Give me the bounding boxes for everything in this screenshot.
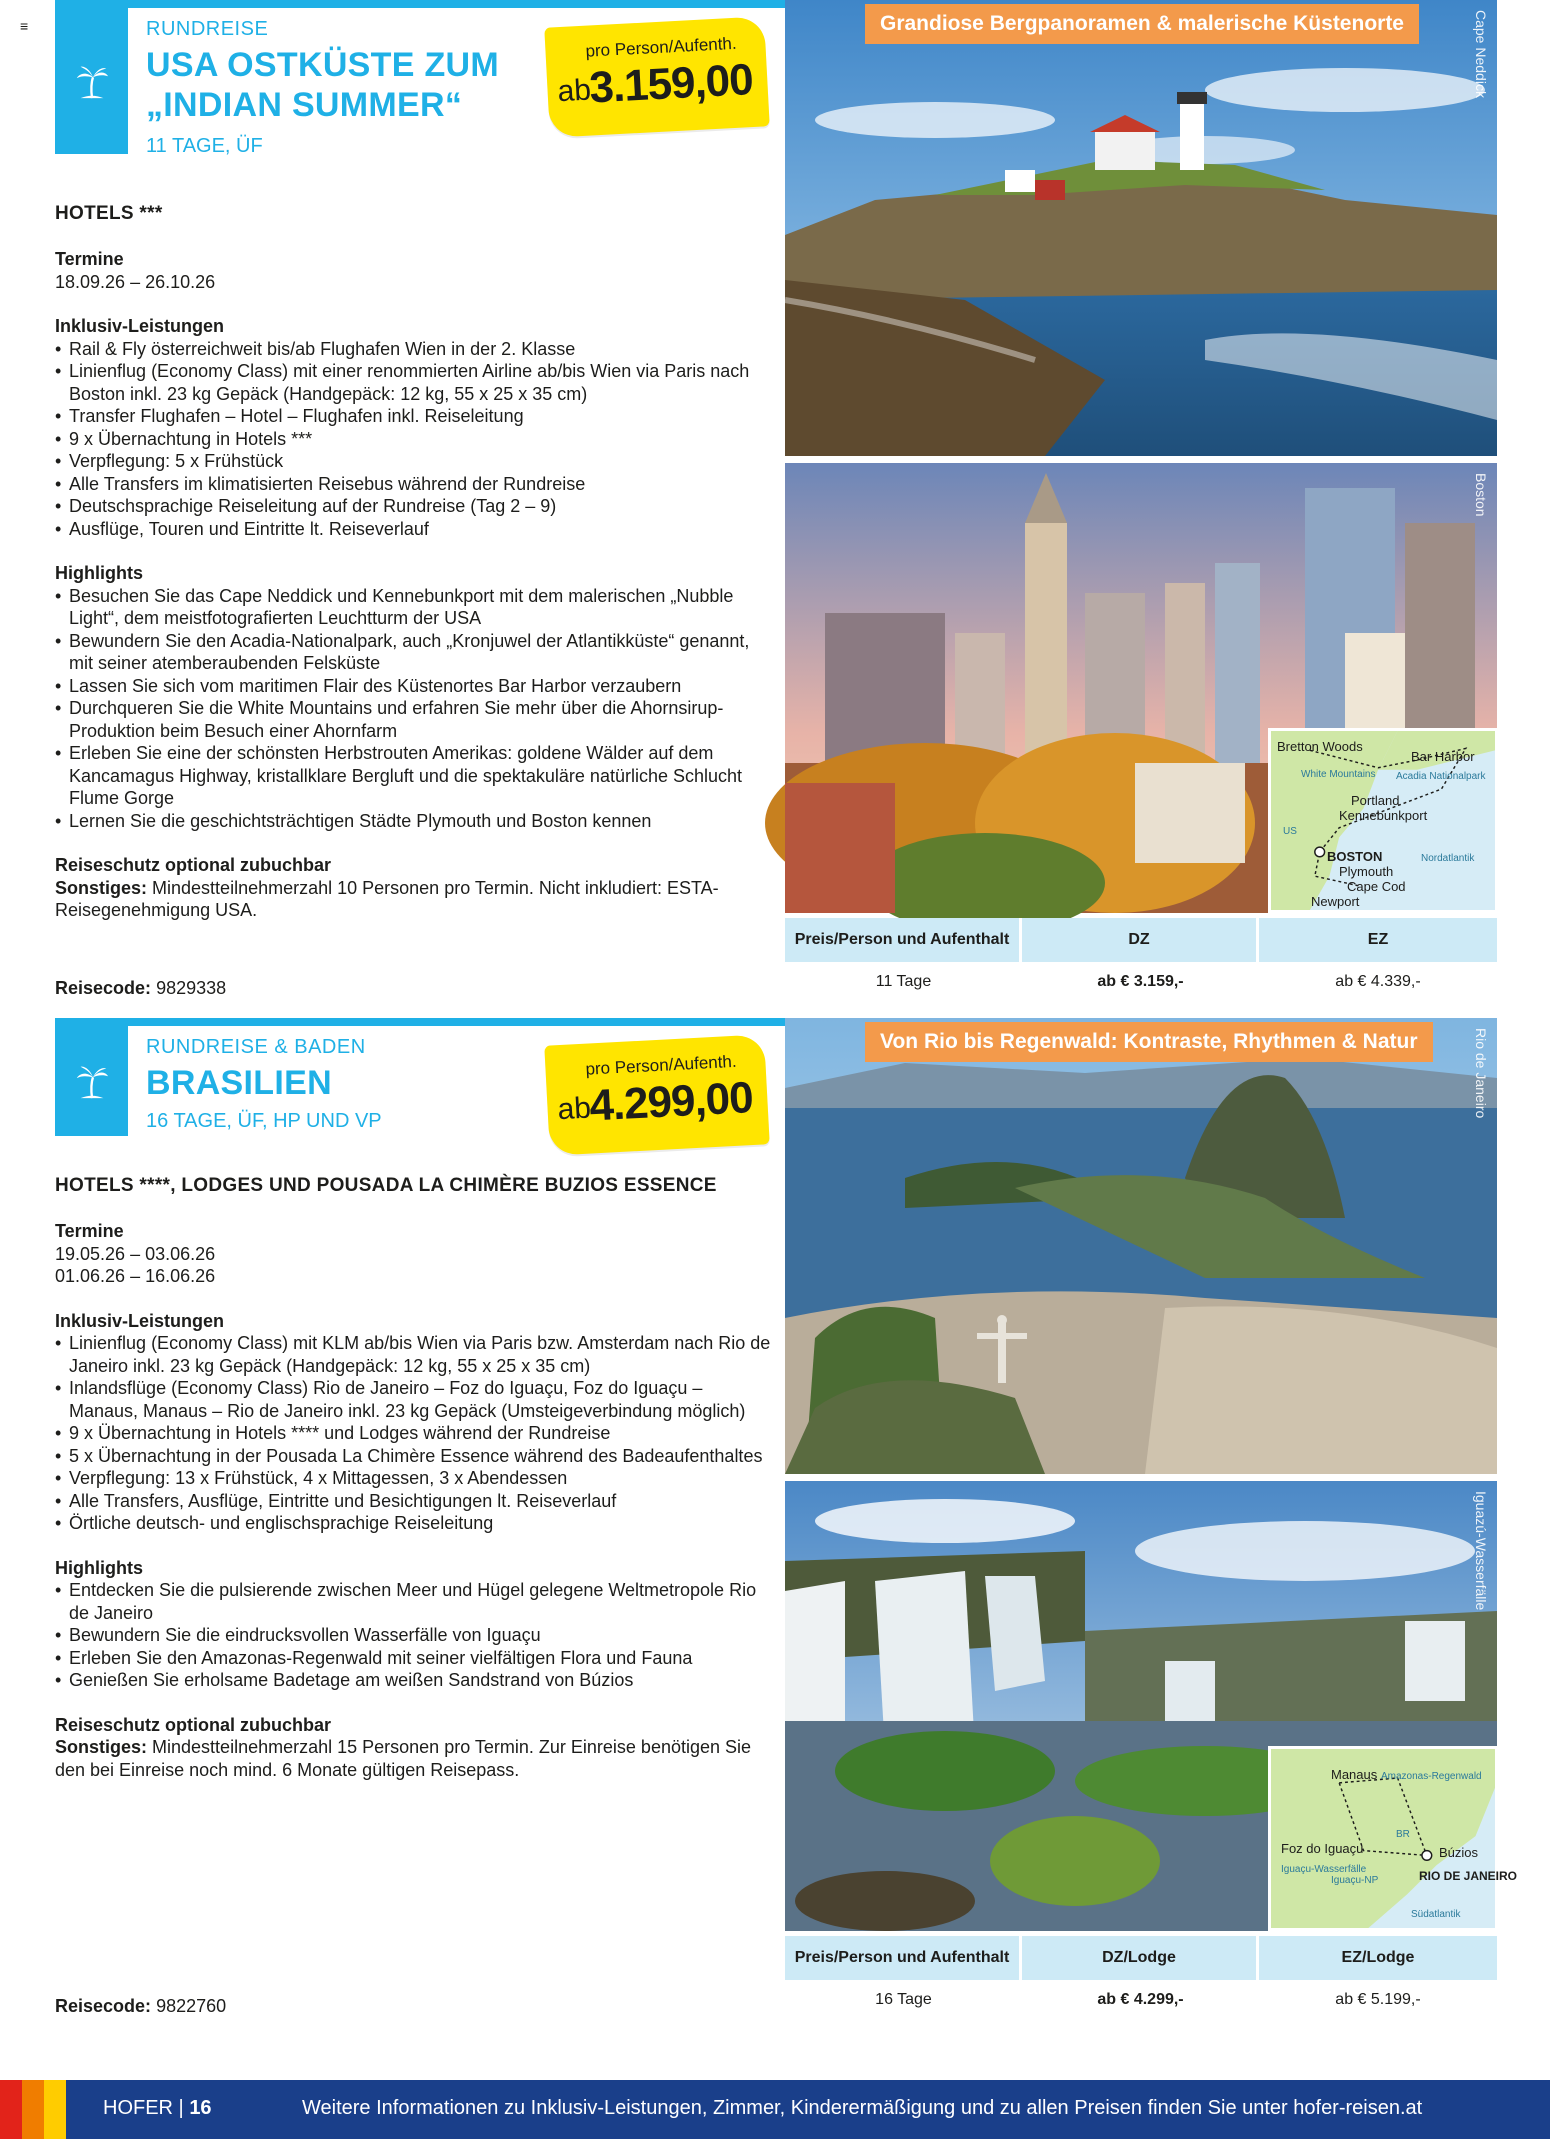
highlights-list xyxy=(55,1579,775,1692)
sonstiges-text: Mindestteilnehmerzahl 15 Personen pro Termin. Zur Einreise benötigen Sie den bei Einreise noch mind. 6 Monate gültigen Reisepass. xyxy=(55,1737,752,1780)
list-item: • Alle Transfers, Ausflüge, Eintritte und Besichtigungen lt. Reiseverlauf xyxy=(55,1490,775,1513)
termine-list xyxy=(55,271,775,294)
map-label: BR xyxy=(1396,1829,1410,1840)
offer-banner: Grandiose Bergpanoramen & malerische Küstenorte xyxy=(865,4,1419,44)
list-item: • Besuchen Sie das Cape Neddick und Kennebunkport mit dem malerischen „Nubble Light“, dem meistfotografierten Leuchtturm der USA xyxy=(55,585,775,630)
highlights-list xyxy=(55,585,775,833)
hotels-heading: HOTELS ****, LODGES UND POUSADA LA CHIMÈRE BUZIOS ESSENCE xyxy=(55,1175,717,1196)
list-item: • 9 x Übernachtung in Hotels *** xyxy=(55,428,775,451)
offer-banner: Von Rio bis Regenwald: Kontraste, Rhythmen & Natur xyxy=(865,1022,1433,1062)
inklusiv-title: Inklusiv-Leistungen xyxy=(55,316,225,336)
offer-kicker: RUNDREISE xyxy=(146,18,269,40)
map-label: BOSTON xyxy=(1327,849,1383,864)
page-number: 16 xyxy=(189,2097,212,2119)
sonstiges-note xyxy=(55,877,775,922)
footer-stripe xyxy=(22,2080,44,2139)
table-header: Preis/Person und Aufenthalt xyxy=(785,918,1022,962)
price-value: 4.299,00 xyxy=(588,1073,754,1131)
table-header: DZ/Lodge xyxy=(1022,1936,1259,1980)
termin-date: 01.06.26 – 16.06.26 xyxy=(55,1266,216,1286)
offer-details xyxy=(55,1220,775,1803)
photo-cape-neddick xyxy=(785,0,1497,456)
price-prefix: ab xyxy=(556,73,592,109)
hotels-heading: HOTELS *** xyxy=(55,203,163,224)
sonstiges-label: Sonstiges: xyxy=(55,1737,148,1757)
reisecode-label: Reisecode: xyxy=(55,978,152,998)
table-cell: ab € 3.159,- xyxy=(1097,973,1184,990)
list-item: • Alle Transfers im klimatisierten Reisebus während der Rundreise xyxy=(55,473,775,496)
price-label: pro Person/Aufenth. xyxy=(585,1051,738,1079)
price-tag xyxy=(544,1034,769,1155)
list-item: • 5 x Übernachtung in der Pousada La Chimère Essence während des Badeaufenthaltes xyxy=(55,1445,775,1468)
map-label: Newport xyxy=(1311,894,1360,909)
table-cell: 11 Tage xyxy=(875,973,932,990)
footer-stripe xyxy=(0,2080,22,2139)
price-label: pro Person/Aufenth. xyxy=(585,33,738,61)
table-row xyxy=(785,962,1497,1002)
highlights-title: Highlights xyxy=(55,1557,143,1578)
map-label: White Mountains xyxy=(1301,769,1376,780)
photo-caption: Rio de Janeiro xyxy=(1473,1028,1489,1119)
list-item: • Ausflüge, Touren und Eintritte lt. Reiseverlauf xyxy=(55,518,775,541)
termin-date: 19.05.26 – 03.06.26 xyxy=(55,1243,216,1264)
list-item: • Genießen Sie erholsame Badetage am weißen Sandstrand von Búzios xyxy=(55,1669,775,1692)
reisecode-value: 9829338 xyxy=(156,978,227,998)
footer-stripe xyxy=(44,2080,66,2139)
list-item: • Bewundern Sie den Acadia-Nationalpark, auch „Kronjuwel der Atlantikküste“ genannt, mit seiner atemberaubenden Felsküste xyxy=(55,630,775,675)
map-label: Amazonas-Regenwald xyxy=(1381,1771,1482,1782)
reiseschutz-note: Reiseschutz optional zubuchbar xyxy=(55,1714,332,1735)
list-item: • Transfer Flughafen – Hotel – Flughafen inkl. Reiseleitung xyxy=(55,405,775,428)
list-item: • Inlandsflüge (Economy Class) Rio de Janeiro – Foz do Iguaçu, Foz do Iguaçu – Manaus, Manaus – Rio de Janeiro inkl. 23 kg Gepäck (Umsteigeverbindung möglich) xyxy=(55,1377,775,1422)
inklusiv-list xyxy=(55,338,775,541)
sonstiges-text: Mindestteilnehmerzahl 10 Personen pro Termin. Nicht inkludiert: ESTA-Reisegenehmigung USA. xyxy=(55,877,719,920)
list-item: • Verpflegung: 13 x Frühstück, 4 x Mittagessen, 3 x Abendessen xyxy=(55,1467,775,1490)
map-label: Portland xyxy=(1351,793,1400,808)
table-header: DZ xyxy=(1022,918,1259,962)
termine-list xyxy=(55,1243,775,1288)
termin-date: 18.09.26 – 26.10.26 xyxy=(55,271,216,292)
offer-details xyxy=(55,248,775,944)
list-item: • Deutschsprachige Reiseleitung auf der Rundreise (Tag 2 – 9) xyxy=(55,495,775,518)
table-header: EZ xyxy=(1259,918,1497,962)
price-tag xyxy=(544,16,769,137)
list-item: • Lernen Sie die geschichtsträchtigen Städte Plymouth und Boston kennen xyxy=(55,810,775,833)
table-cell: 16 Tage xyxy=(875,1991,932,2008)
map-label: Iguaçu-NP xyxy=(1331,1875,1379,1886)
offer-subtitle: 16 TAGE, ÜF, HP UND VP xyxy=(146,1110,382,1132)
reisecode-value: 9822760 xyxy=(156,1996,227,2016)
table-header: EZ/Lodge xyxy=(1259,1936,1497,1980)
table-cell: ab € 4.299,- xyxy=(1097,1991,1184,2008)
reisecode-label: Reisecode: xyxy=(55,1996,152,2016)
menu-icon[interactable]: ≡ xyxy=(20,18,29,34)
map-label: Iguaçu-Wasserfälle xyxy=(1281,1864,1367,1875)
table-row xyxy=(785,1980,1497,2020)
termine-title: Termine xyxy=(55,249,124,269)
list-item: • Bewundern Sie die eindrucksvollen Wasserfälle von Iguaçu xyxy=(55,1624,775,1647)
photo-caption: Iguazú-Wasserfälle xyxy=(1473,1491,1489,1611)
price-table xyxy=(785,1936,1497,2020)
photo-caption: Boston xyxy=(1473,473,1489,517)
map-label: Manaus xyxy=(1331,1767,1378,1782)
table-header: Preis/Person und Aufenthalt xyxy=(785,1936,1022,1980)
map-label: US xyxy=(1283,826,1297,837)
list-item: • Entdecken Sie die pulsierende zwischen Meer und Hügel gelegene Weltmetropole Rio de Janeiro xyxy=(55,1579,775,1624)
inklusiv-title: Inklusiv-Leistungen xyxy=(55,1310,225,1331)
termine-title: Termine xyxy=(55,1221,124,1241)
reisecode xyxy=(55,1996,226,2017)
title-line-1: USA OSTKÜSTE ZUM xyxy=(146,46,499,84)
map-label: Foz do Iguaçu xyxy=(1281,1841,1364,1856)
photo-rio xyxy=(785,1018,1497,1474)
list-item: • Verpflegung: 5 x Frühstück xyxy=(55,450,775,473)
sonstiges-label: Sonstiges: xyxy=(55,877,148,898)
table-cell: ab € 4.339,- xyxy=(1335,973,1421,990)
map-label: Búzios xyxy=(1439,1845,1479,1860)
offer-brasilien xyxy=(0,1018,1550,2028)
list-item: • Rail & Fly österreichweit bis/ab Flughafen Wien in der 2. Klasse xyxy=(55,338,775,361)
map-label: Cape Cod xyxy=(1347,879,1406,894)
map-label: Südatlantik xyxy=(1411,1909,1461,1920)
inklusiv-list xyxy=(55,1332,775,1535)
map-label: RIO DE JANEIRO xyxy=(1419,1869,1518,1883)
footer-info[interactable]: Weitere Informationen zu Inklusiv-Leistungen, Zimmer, Kinderermäßigung und zu allen Preisen finden Sie unter hofer-reisen.at xyxy=(302,2097,1423,2119)
price-table xyxy=(785,918,1497,1002)
map-label: Acadia Nationalpark xyxy=(1396,771,1486,782)
list-item: • Linienflug (Economy Class) mit einer renommierten Airline ab/bis Wien via Paris nach Boston inkl. 23 kg Gepäck (Handgepäck: 12 kg, 55 x 25 x 35 cm) xyxy=(55,360,775,405)
price-prefix: ab xyxy=(556,1091,592,1127)
reisecode xyxy=(55,978,226,999)
photo-caption: Cape Neddick xyxy=(1473,10,1489,98)
page-footer xyxy=(0,2080,1550,2139)
offer-usa xyxy=(0,0,1550,1010)
brand-name: HOFER xyxy=(103,2097,173,2119)
highlights-title: Highlights xyxy=(55,563,143,583)
palm-icon xyxy=(55,1026,128,1136)
title-line-2: „INDIAN SUMMER“ xyxy=(146,86,463,124)
list-item: • Erleben Sie eine der schönsten Herbstrouten Amerikas: goldene Wälder auf dem Kancamagus Highway, kristallklare Bergluft und die spektakuläre natürliche Schlucht Flume Gorge xyxy=(55,742,775,810)
list-item: • Lassen Sie sich vom maritimen Flair des Küstenortes Bar Harbor verzaubern xyxy=(55,675,775,698)
palm-icon xyxy=(55,8,128,154)
list-item: • Durchqueren Sie die White Mountains und erfahren Sie mehr über die Ahornsirup-Produktion beim Besuch einer Ahornfarm xyxy=(55,697,775,742)
price-value: 3.159,00 xyxy=(588,55,754,113)
map-label: Plymouth xyxy=(1339,864,1394,879)
route-map-usa xyxy=(1268,728,1498,913)
list-item: • Erleben Sie den Amazonas-Regenwald mit seiner vielfältigen Flora und Fauna xyxy=(55,1647,775,1670)
sonstiges-note xyxy=(55,1736,775,1781)
table-cell: ab € 5.199,- xyxy=(1335,1991,1421,2008)
offer-title xyxy=(146,45,499,125)
map-label: Kennebunkport xyxy=(1339,808,1428,823)
route-map-brasil xyxy=(1268,1746,1518,1931)
list-item: • Linienflug (Economy Class) mit KLM ab/bis Wien via Paris bzw. Amsterdam nach Rio de Janeiro inkl. 23 kg Gepäck (Handgepäck: 12 kg, 55 x 25 x 35 cm) xyxy=(55,1332,775,1377)
title-line-1: BRASILIEN xyxy=(146,1064,332,1102)
list-item: • Örtliche deutsch- und englischsprachige Reiseleitung xyxy=(55,1512,775,1535)
reiseschutz-note: Reiseschutz optional zubuchbar xyxy=(55,855,332,875)
footer-brand: HOFER | 16 xyxy=(103,2097,212,2119)
offer-subtitle: 11 TAGE, ÜF xyxy=(146,135,263,157)
offer-title xyxy=(146,1063,332,1103)
map-label: Nordatlantik xyxy=(1421,853,1475,864)
map-label: Bretton Woods xyxy=(1277,739,1363,754)
list-item: • 9 x Übernachtung in Hotels **** und Lodges während der Rundreise xyxy=(55,1422,775,1445)
map-label: Bar Harbor xyxy=(1411,749,1475,764)
offer-kicker: RUNDREISE & BADEN xyxy=(146,1036,366,1058)
